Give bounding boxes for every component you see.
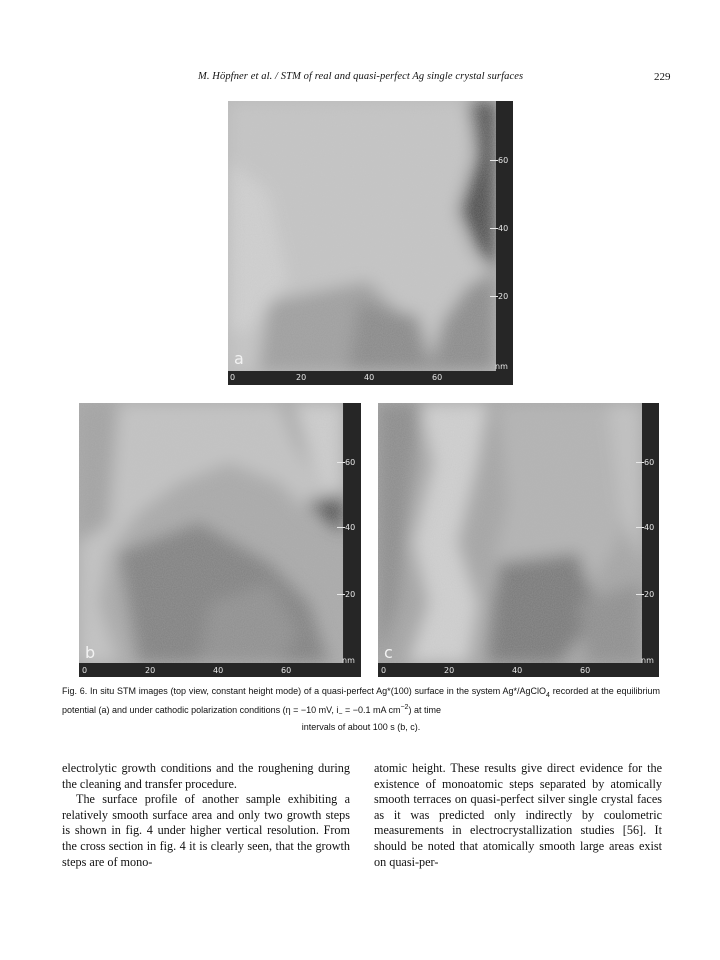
paragraph: electrolytic growth conditions and the roughening during the cleaning and transfer procedure. (62, 761, 350, 791)
x-tick-label: 60 (281, 666, 292, 675)
stm-image-c (378, 403, 642, 663)
caption-line-3: intervals of about 100 s (b, c). (301, 721, 421, 732)
x-tick-label: 40 (364, 373, 375, 382)
figure-label: Fig. 6. (62, 686, 88, 696)
x-tick-label: 60 (580, 666, 591, 675)
running-header: M. Höpfner et al. / STM of real and quasi-perfect Ag single crystal surfaces (198, 71, 524, 82)
stm-image-panel-b (79, 403, 361, 677)
y-tick-label: 20 (345, 590, 356, 599)
axis-unit-label: nm (342, 656, 355, 665)
stm-image-a (228, 101, 496, 371)
x-tick-label: 60 (432, 373, 443, 382)
y-tick-label: 20 (498, 292, 509, 301)
caption-line-1: In situ STM images (top view, constant height mode) of a quasi-perfect Ag*(100) surface in the system Ag*/AgClO (90, 686, 547, 696)
x-tick-label: 40 (512, 666, 523, 675)
paragraph: atomic height. These results give direct evidence for the existence of monoatomic steps separated by atomically smooth terraces on quasi-perfect silver single crystal faces as it was predicted only indirectly by coulometric measurements in electrocrystallization studies [56]. It should be noted that atomically smooth large areas exist on quasi-per- (374, 761, 662, 869)
body-column-left (62, 761, 350, 870)
stm-image-panel-c (378, 403, 659, 677)
paragraph: The surface profile of another sample exhibiting a relatively smooth surface area and only two growth steps is shown in fig. 4 under higher vertical resolution. From the cross section in fig. 4 it is clearly seen, that the growth steps are of mono- (62, 792, 350, 869)
panel-label-b: b (85, 643, 96, 662)
page-number: 229 (654, 71, 671, 83)
y-tick-label: 40 (644, 523, 655, 532)
x-tick-label: 0 (381, 666, 387, 675)
body-column-right (374, 761, 662, 870)
caption-line-2a: recorded at the equilibrium potential (a) and under cathodic polarization conditions (η = −10 mV, i (62, 686, 660, 715)
y-tick-label: 20 (644, 590, 655, 599)
x-tick-label: 40 (213, 666, 224, 675)
y-tick-label: 60 (644, 458, 655, 467)
x-tick-label: 0 (230, 373, 236, 382)
stm-image-panel-a (228, 101, 513, 385)
stm-image-b (79, 403, 343, 663)
figure-caption (62, 685, 660, 733)
axis-unit-label: nm (495, 362, 508, 371)
x-tick-label: 0 (82, 666, 88, 675)
panel-label-a: a (234, 349, 244, 368)
y-tick-label: 60 (345, 458, 356, 467)
y-tick-label: 60 (498, 156, 509, 165)
x-tick-label: 20 (444, 666, 455, 675)
y-tick-label: 40 (345, 523, 356, 532)
caption-subscript: 4 (546, 691, 550, 699)
panel-label-c: c (384, 643, 393, 662)
caption-subscript: − (338, 710, 343, 718)
caption-line-2c: ) at time (408, 704, 441, 715)
caption-superscript: −2 (400, 703, 409, 711)
y-tick-label: 40 (498, 224, 509, 233)
caption-line-2b: = −0.1 mA cm (342, 704, 401, 715)
axis-unit-label: nm (641, 656, 654, 665)
x-tick-label: 20 (145, 666, 156, 675)
x-tick-label: 20 (296, 373, 307, 382)
